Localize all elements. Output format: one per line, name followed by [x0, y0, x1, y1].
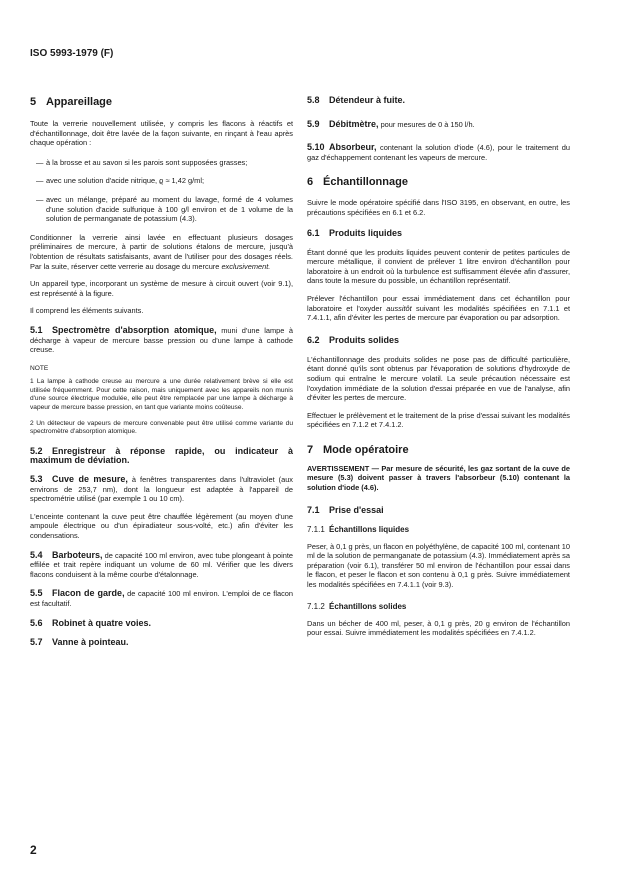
section-5-4: 5.4 Barboteurs, de capacité 100 ml environ, avec tube plongeant à pointe effilée et trait repère indiquant un volume de 60 ml. Vérifier que les divers flacons conduisent à la même courbe d'étalonnage.: [30, 549, 293, 579]
section-5-heading: [30, 96, 293, 108]
section-5-10: 5.10 Absorbeur, contenant la solution d'iode (4.6), pour le traitement du gaz d'échappement contenant les vapeurs de mercure.: [307, 142, 570, 162]
section-6-1-heading: 6.1 Produits liquides: [307, 227, 403, 238]
note-label: NOTE: [30, 364, 49, 372]
document-header: ISO 5993-1979 (F): [30, 48, 114, 59]
conditioning-paragraph: Conditionner la verrerie ainsi lavée en effectuant plusieurs dosages préliminaires de mercure, à partir de solutions étalons de mercure, jusqu'à l'obtention de résultats satisfaisants, avant de l'utiliser pour des dosages réels. Par la suite, réserver cette verrerie au dosage du mercure exclusivement.: [30, 232, 293, 271]
components-paragraph: Il comprend les éléments suivants.: [30, 306, 144, 316]
safety-warning: AVERTISSEMENT — Par mesure de sécurité, les gaz sortant de la cuve de mesure (5.3) doivent passer à travers l'absorbeur (5.10) contenant la solution d'iode (4.6).: [307, 463, 570, 493]
section-6-1-paragraph-2: Prélever l'échantillon pour essai immédiatement dans cet échantillon pour laboratoire et l'oxyder aussitôt suivant les modalités spécifiées en 7.1.1 et 7.4.1.1, afin d'éviter les pertes de mercure par évaporation ou par adsorption.: [307, 293, 571, 323]
section-6-2-heading: 6.2 Produits solides: [307, 334, 400, 345]
section-6-heading: 6 Échantillonnage: [307, 176, 408, 189]
section-5-1: 5.1 Spectromètre d'absorption atomique, muni d'une lampe à décharge à vapeur de mercure basse pression ou d'une lampe à cathode creuse.: [30, 324, 293, 355]
section-7-1-1-heading: 7.1.1 Échantillons liquides: [307, 524, 410, 534]
note-1: 1 La lampe à cathode creuse au mercure a une durée relativement brève si elle est utilisée fréquemment. Pour cette raison, mais uniquement avec les appareils non munis d'une source électrique modulée, elle peut être remplacée par une lampe à décharge à vapeur de mercure basse pression, en tant que variante moins coûteuse.: [30, 378, 293, 412]
section-5-3: 5.3 Cuve de mesure, à fenêtres transparentes dans l'ultraviolet (aux environs de 253,7 nm), dont la longueur est adaptée à l'appareil de spectrométrie utilisé (par exemple 1 ou 10 cm).: [30, 474, 293, 504]
section-7-1-heading: 7.1 Prise d'essai: [307, 504, 384, 515]
section-7-1-2-heading: 7.1.2 Échantillons solides: [307, 601, 407, 611]
section-6-1-paragraph-1: Étant donné que les produits liquides peuvent contenir de petites particules de mercure métallique, il convient de prélever 1 litre environ d'échantillon pour laboratoire à un endroit où la turbulence est suffisamment élevée afin d'assurer, dans toute la mesure du possible, un échantillon représentatif.: [307, 247, 570, 286]
section-5-9: 5.9 Débitmètre, pour mesures de 0 à 150 l/h.: [307, 118, 475, 129]
section-number: 5: [30, 96, 37, 108]
section-6-text: Suivre le mode opératoire spécifié dans l'ISO 3195, en observant, en outre, les précautions spécifiées en 6.1 et 6.2.: [307, 198, 570, 217]
section-5-7: 5.7 Vanne à pointeau.: [30, 637, 129, 648]
section-7-1-2-text: Dans un bécher de 400 ml, peser, à 0,1 g près, 20 g environ de l'échantillon pour essai. Suivre immédiatement les modalités spécifiées en 7.4.1.2.: [307, 618, 570, 638]
section-5-8: 5.8 Détendeur à fuite.: [307, 95, 406, 105]
apparatus-type-paragraph: Un appareil type, incorporant un système de mesure à circuit ouvert (voir 9.1), est représenté à la figure.: [30, 279, 293, 298]
page-number: 2: [30, 843, 37, 857]
list-item: — à la brosse et au savon si les parois sont supposées grasses;: [36, 157, 248, 167]
list-item: — avec un mélange, préparé au moment du lavage, formé de 4 volumes d'une solution d'acide sulfurique à 100 g/l environ et de 1 volume de la solution de permanganate de potassium (4.3).: [36, 194, 293, 224]
section-5-6: 5.6 Robinet à quatre voies.: [30, 617, 152, 628]
left-column: [30, 96, 293, 648]
note-2: 2 Un détecteur de vapeurs de mercure convenable peut être utilisé comme variante du spectromètre d'absorption atomique.: [30, 419, 293, 436]
section-5-intro: Toute la verrerie nouvellement utilisée, y compris les flacons à réactifs et d'échantillonnage, doit être lavée de la façon suivante, en rinçant à l'eau après chaque opération :: [30, 119, 293, 148]
section-5-5: 5.5 Flacon de garde, de capacité 100 ml environ. L'emploi de ce flacon est facultatif.: [30, 588, 293, 608]
section-5-3-enclosure: L'enceinte contenant la cuve peut être chauffée légèrement (au moyen d'une ampoule électrique ou d'un épiradiateur sous-volté, etc.) afin d'éviter les condensations.: [30, 511, 293, 540]
section-6-2-paragraph-1: L'échantillonnage des produits solides ne pose pas de difficulté particulière, étant donné qu'ils sont obtenus par l'évaporation de solutions d'hydroxyde de sodium qui entraîne le mercure volatil. La seule précaution nécessaire est l'oxydation immédiate de la solution d'essai préparée en vue de l'analyse, afin d'éviter les pertes de mercure.: [307, 354, 570, 403]
list-item: — avec une solution d'acide nitrique, ϱ ≈ 1,42 g/ml;: [36, 176, 205, 186]
section-5-2: 5.2 Enregistreur à réponse rapide, ou indicateur à maximum de déviation.: [30, 445, 293, 466]
section-7-1-1-text: Peser, à 0,1 g près, un flacon en polyéthylène, de capacité 100 ml, contenant 10 ml de la solution de permanganate de potassium (4.3). Immédiatement après sa préparation (voir 6.1), transférer 50 ml environ de l'échantillon pour essai dans le flacon, et peser le flacon et son contenu à 0,1 g près. Suivre immédiatement les modalités spécifiées en 7.4.1.1 (voir 9.3).: [307, 541, 570, 590]
right-column: [307, 96, 570, 638]
section-7-heading: 7 Mode opératoire: [307, 443, 409, 456]
section-title: Appareillage: [46, 96, 113, 108]
section-6-2-paragraph-2: Effectuer le prélèvement et le traitement de la prise d'essai suivant les modalités spécifiées en 7.1.2 et 7.4.1.2.: [307, 410, 570, 430]
